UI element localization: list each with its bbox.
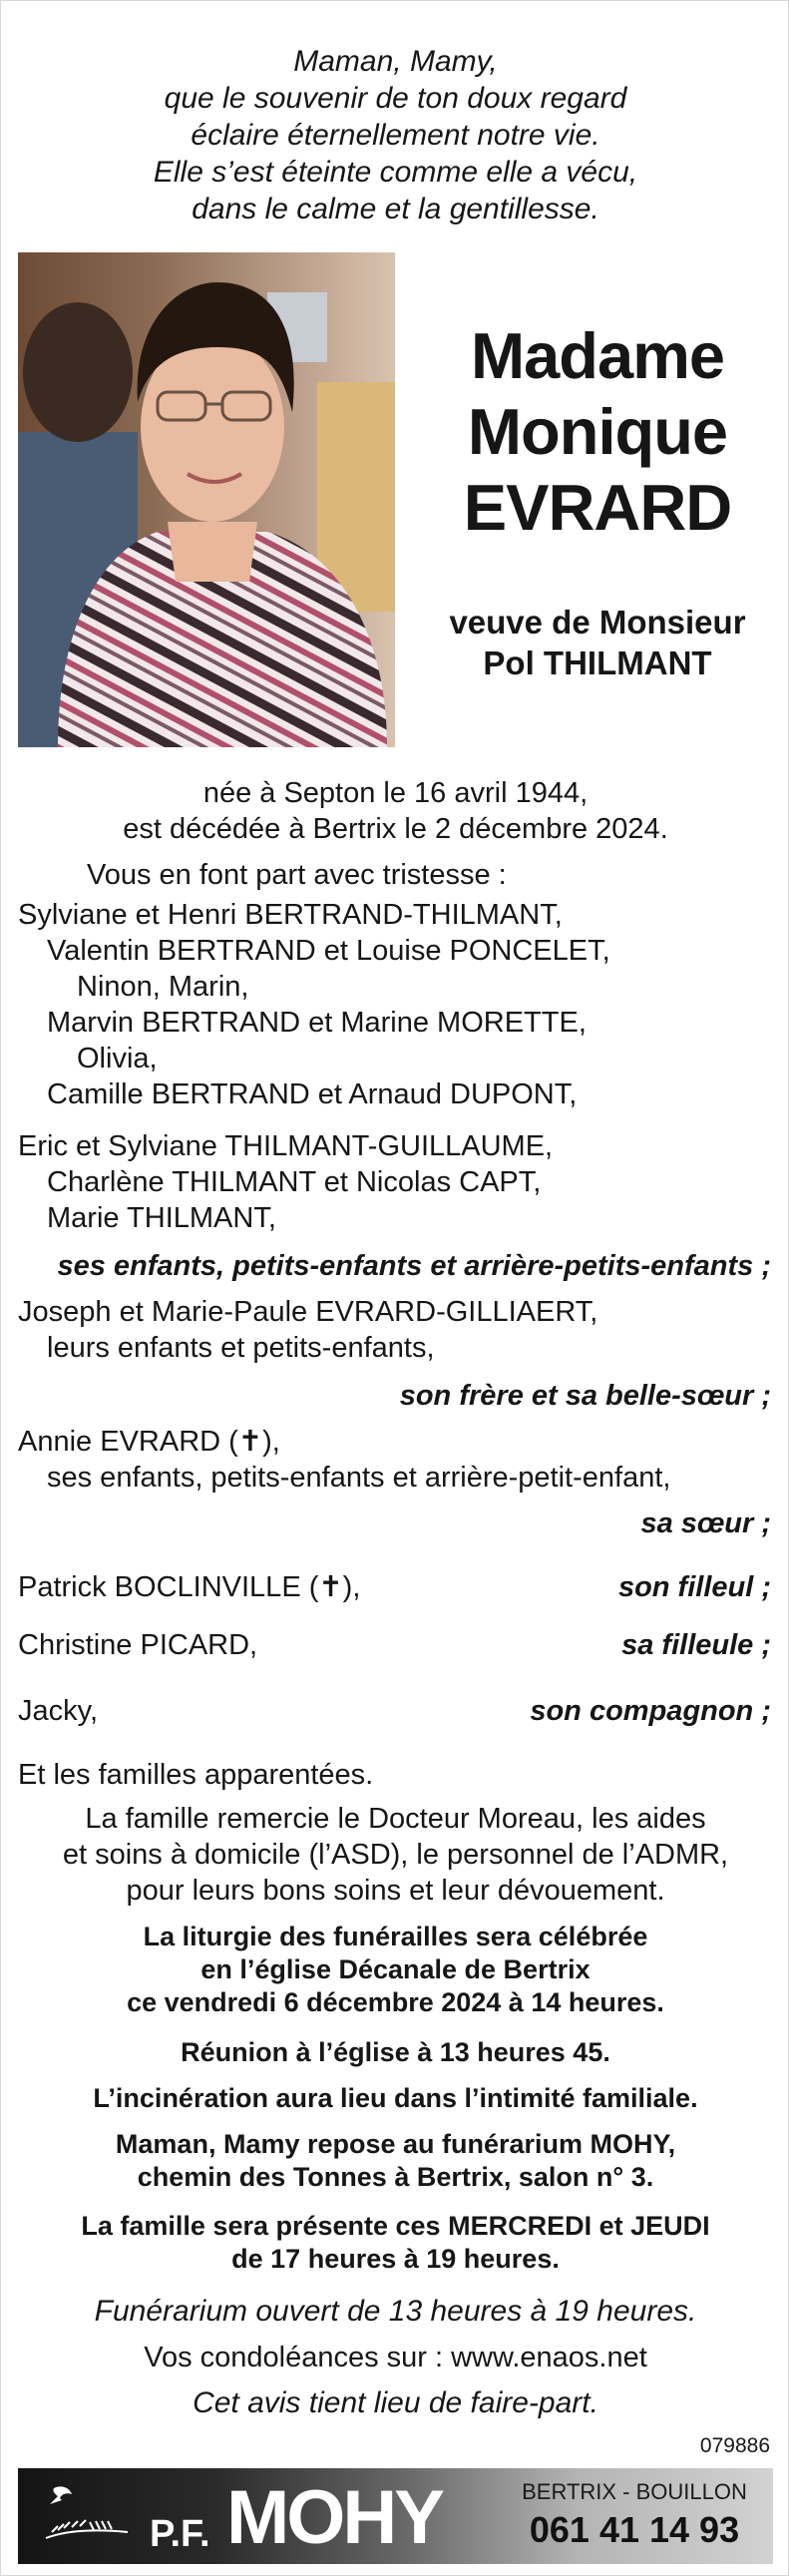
family-line: Christine PICARD, [18,1629,258,1661]
death-line: est décédée à Bertrix le 2 décembre 2024. [123,813,668,845]
family-line: Olivia, [77,1043,158,1074]
poem-line: éclaire éternellement notre vie. [191,119,600,152]
relation-label: sa sœur ; [640,1507,771,1539]
pf-label: P.F. [150,2513,210,2555]
family-line: Marvin BERTRAND et Marine MORETTE, [47,1007,587,1039]
condolences-line: Vos condoléances sur : www.enaos.net [144,2342,647,2373]
family-line: Joseph et Marie-Paule EVRARD-GILLIAERT, [18,1296,598,1328]
relation-label: son filleul ; [617,1571,771,1603]
thanks-line: et soins à domicile (l’ASD), le personnel de l’ADMR, [62,1839,729,1871]
ceremony-line: en l’église Décanale de Bertrix [200,1954,591,1984]
deceased-last-name: EVRARD [463,471,732,544]
family-line: Et les familles apparentées. [18,1759,374,1791]
intro-line: Vous en font part avec tristesse : [87,859,507,891]
portrait-photo [18,252,395,747]
deceased-name [405,318,789,546]
reference-number: 079886 [699,2434,770,2457]
locations: BERTRIX - BOUILLON [522,2479,747,2504]
dove-wheat-icon [32,2480,142,2557]
ceremony-line: Réunion à l’église à 13 heures 45. [181,2037,610,2067]
thanks-line: pour leurs bons soins et leur dévouement. [126,1875,665,1907]
ceremony-line: La liturgie des funérailles sera célébrée [143,1922,648,1951]
widow-line: veuve de Monsieur [449,604,746,641]
deceased-first-name: Monique [467,395,728,468]
ceremony-line: ce vendredi 6 décembre 2024 à 14 heures. [127,1987,664,2017]
deceased-title: Madame [470,319,725,392]
family-line: Patrick BOCLINVILLE (✝), [18,1571,361,1603]
ceremony-line: Maman, Mamy repose au funérarium MOHY, [115,2129,676,2159]
ceremony-line: L’incinération aura lieu dans l’intimité familiale. [93,2083,698,2113]
family-line: Jacky, [18,1695,99,1727]
poem-line: que le souvenir de ton doux regard [164,82,627,115]
poem-line: Maman, Mamy, [293,45,498,78]
birth-line: née à Septon le 16 avril 1944, [202,777,589,809]
family-line: Camille BERTRAND et Arnaud DUPONT, [47,1078,578,1110]
brand-name: MOHY [226,2475,442,2560]
ceremony-line: de 17 heures à 19 heures. [231,2244,560,2274]
family-line: Sylviane et Henri BERTRAND-THILMANT, [18,899,563,931]
poem-line: dans le calme et la gentillesse. [192,193,599,225]
family-line: Valentin BERTRAND et Louise PONCELET, [47,935,610,967]
family-line: Marie THILMANT, [47,1202,276,1234]
poem-line: Elle s’est éteinte comme elle a vécu, [153,156,638,189]
opening-poem [1,43,789,227]
widow-line: Pol THILMANT [483,644,712,681]
family-line: ses enfants, petits-enfants et arrière-petit-enfant, [47,1462,671,1494]
relation-label: son compagnon ; [530,1695,771,1727]
family-line: Charlène THILMANT et Nicolas CAPT, [47,1166,542,1198]
phone-number: 061 41 14 93 [529,2509,740,2550]
widow-of [405,602,789,683]
relation-label: sa filleule ; [621,1629,771,1661]
family-line: Eric et Sylviane THILMANT-GUILLAUME, [18,1130,554,1162]
family-line: Annie EVRARD (✝), [18,1426,280,1458]
funerarium-hours: Funérarium ouvert de 13 heures à 19 heures. [94,2295,697,2328]
notice-line: Cet avis tient lieu de faire-part. [193,2386,598,2419]
family-line: Ninon, Marin, [77,971,249,1003]
relation-label: ses enfants, petits-enfants et arrière-petits-enfants ; [57,1250,771,1282]
ceremony-line: chemin des Tonnes à Bertrix, salon n° 3. [137,2162,654,2192]
family-line: leurs enfants et petits-enfants, [47,1332,435,1364]
thanks-line: La famille remercie le Docteur Moreau, les aides [85,1803,706,1835]
relation-label: son frère et sa belle-sœur ; [399,1380,771,1412]
ceremony-line: La famille sera présente ces MERCREDI et JEUDI [81,2211,710,2241]
funeral-home-banner [18,2468,773,2564]
